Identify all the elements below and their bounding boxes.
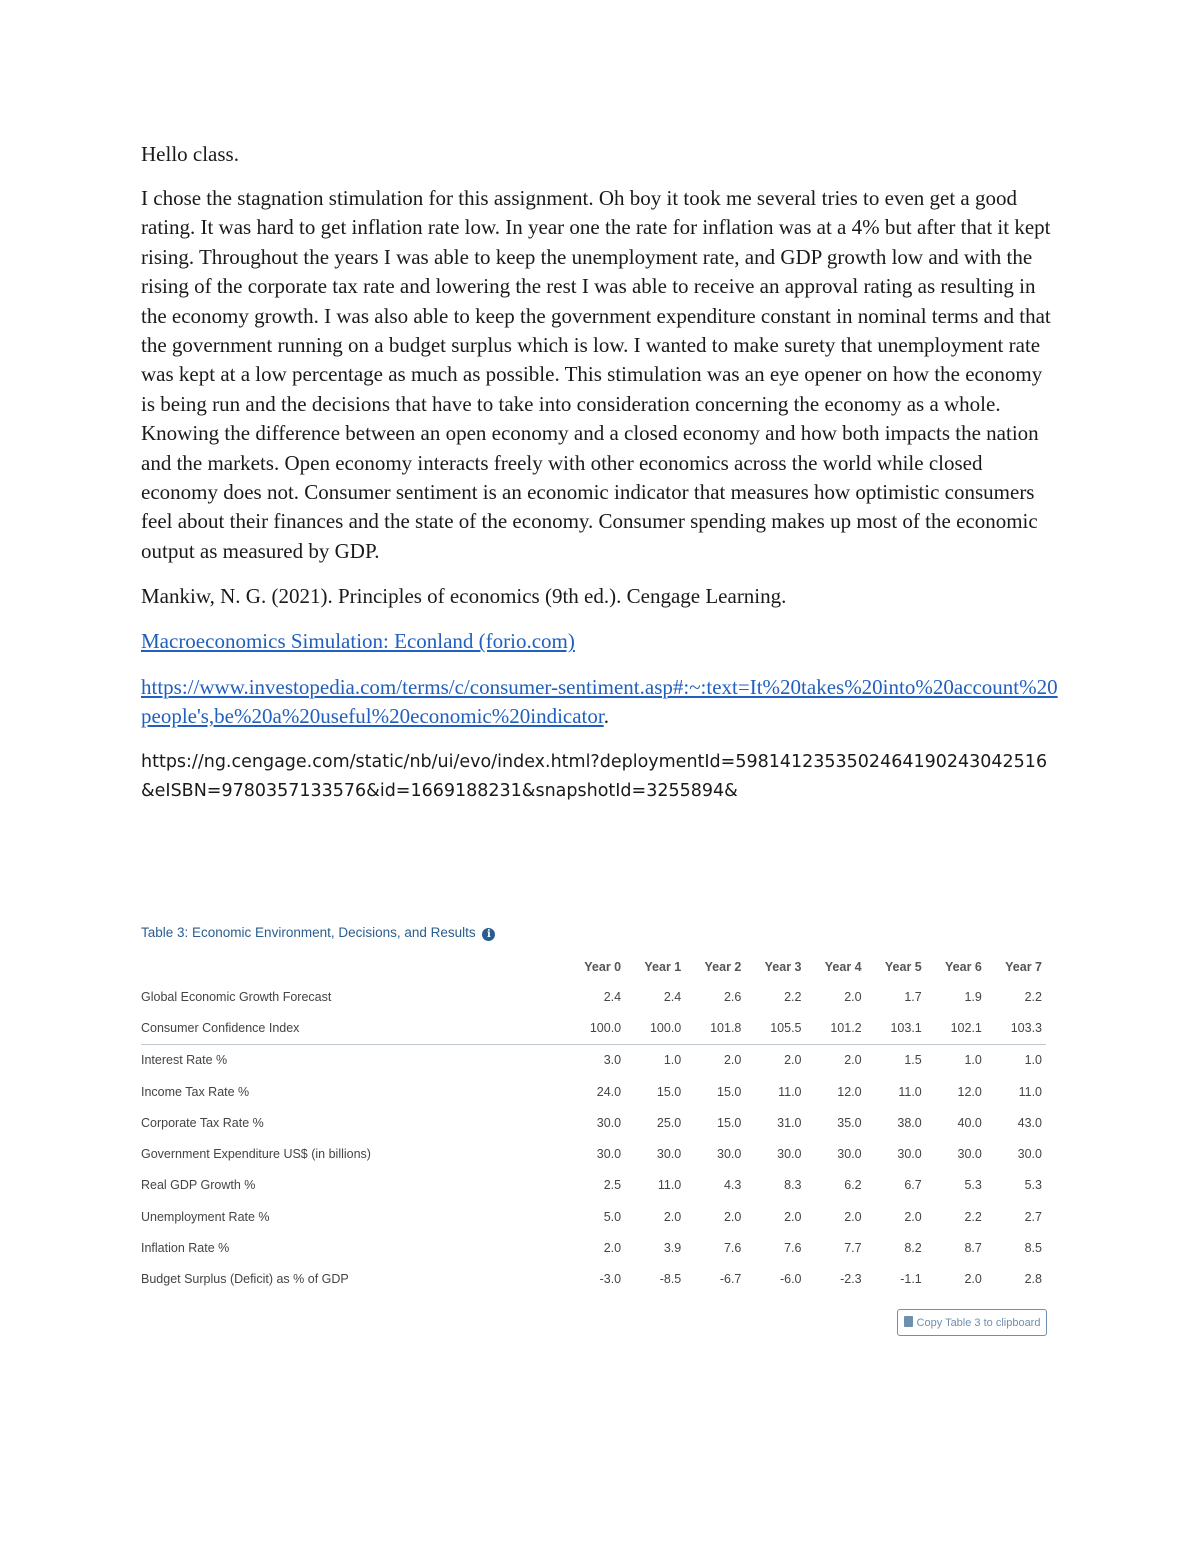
- table-cell: 30.0: [777, 1147, 802, 1162]
- row-label: Inflation Rate %: [141, 1241, 230, 1256]
- table-cell: -8.5: [659, 1272, 682, 1287]
- info-circle-icon[interactable]: i: [482, 928, 495, 941]
- table-cell: 38.0: [897, 1115, 922, 1130]
- table-cell: 2.0: [663, 1209, 682, 1224]
- copy-button-label: Copy Table 3 to clipboard: [916, 1317, 1041, 1329]
- table-cell: 2.0: [723, 1053, 742, 1068]
- table-cell: 6.2: [844, 1178, 862, 1193]
- row-label: Consumer Confidence Index: [141, 1012, 565, 1044]
- investopedia-link-paragraph: [141, 673, 1061, 732]
- table-cell: -2.3: [840, 1272, 862, 1287]
- table-cell: 2.5: [603, 1178, 622, 1193]
- header-cell: [141, 953, 565, 981]
- table-cell: 7.6: [784, 1241, 802, 1256]
- table-cell: 2.0: [844, 1053, 862, 1068]
- table-cell: 2.0: [784, 1209, 802, 1224]
- table-cell: 103.1: [866, 1012, 926, 1044]
- header-cell: Year 4: [824, 960, 862, 974]
- table-cell: -6.0: [779, 1272, 802, 1287]
- table-cell: 1.9: [964, 989, 982, 1004]
- header-cell: Year 2: [704, 960, 742, 974]
- row-label: Budget Surplus (Deficit) as % of GDP: [141, 1272, 349, 1287]
- document-text: [141, 140, 1061, 806]
- row-label: Income Tax Rate %: [141, 1084, 250, 1099]
- table-cell: 2.0: [844, 1209, 862, 1224]
- table-cell: 3.0: [603, 1053, 622, 1068]
- table-row: [141, 1232, 1046, 1263]
- row-label: Unemployment Rate %: [141, 1209, 270, 1224]
- table-cell: 3.9: [663, 1241, 682, 1256]
- table-cell: 101.2: [806, 1012, 866, 1044]
- clipboard-icon: [904, 1316, 913, 1327]
- table-cell: 30.0: [596, 1147, 622, 1162]
- table-cell: 8.7: [964, 1241, 982, 1256]
- table-cell: 5.3: [1024, 1178, 1042, 1193]
- table-cell: 30.0: [957, 1147, 982, 1162]
- table-cell: 2.0: [904, 1209, 922, 1224]
- table-cell: 1.0: [663, 1053, 682, 1068]
- table-cell: 100.0: [625, 1012, 685, 1044]
- table-cell: 2.0: [844, 989, 862, 1004]
- table-cell: 7.6: [723, 1241, 742, 1256]
- table-cell: 2.8: [1024, 1272, 1042, 1287]
- header-cell: Year 1: [644, 960, 682, 974]
- table-cell: 30.0: [897, 1147, 922, 1162]
- table-cell: 2.0: [723, 1209, 742, 1224]
- table-cell: 30.0: [717, 1147, 742, 1162]
- header-cell: Year 6: [945, 960, 982, 974]
- table-row: [141, 1201, 1046, 1232]
- table-cell: -1.1: [900, 1272, 922, 1287]
- table-cell: -6.7: [719, 1272, 742, 1287]
- table-cell: 2.2: [784, 989, 802, 1004]
- table-cell: 25.0: [656, 1115, 682, 1130]
- table-cell: 15.0: [656, 1084, 682, 1099]
- table-cell: 1.5: [904, 1053, 922, 1068]
- table-cell: 12.0: [837, 1084, 862, 1099]
- table-cell: 8.5: [1024, 1241, 1042, 1256]
- header-cell: Year 0: [584, 960, 622, 974]
- table-row: [141, 981, 1046, 1012]
- row-label: Global Economic Growth Forecast: [141, 989, 332, 1004]
- table-cell: 8.3: [784, 1178, 802, 1193]
- table-cell: 12.0: [957, 1084, 982, 1099]
- row-label: Government Expenditure US$ (in billions): [141, 1147, 371, 1162]
- table-body: [141, 981, 1046, 1295]
- table-row: [141, 1012, 1046, 1044]
- table-cell: 2.7: [1024, 1209, 1042, 1224]
- row-label: Corporate Tax Rate %: [141, 1115, 264, 1130]
- table-cell: 2.2: [964, 1209, 982, 1224]
- table-row: [141, 1138, 1046, 1169]
- table-cell: 11.0: [778, 1084, 802, 1099]
- table-cell: 1.0: [964, 1053, 982, 1068]
- table-cell: 31.0: [777, 1115, 802, 1130]
- row-label: Interest Rate %: [141, 1053, 228, 1068]
- row-label: Real GDP Growth %: [141, 1178, 256, 1193]
- table-row: [141, 1170, 1046, 1201]
- body-paragraph: I chose the stagnation stimulation for this assignment. Oh boy it took me several tries to even get a good rating. It was hard to get inflation rate low. In year one the rate for inflation was at a 4% but after that it kept rising. Throughout the years I was able to keep the unemployment rate, and GDP growth low and with the rising of the corporate tax rate and lowering the rest I was able to receive an approval rating as resulting in the economy growth. I was also able to keep the government expenditure constant in nominal terms and that the government running on a budget surplus which is low. I wanted to make surety that unemployment rate was kept at a low percentage as much as possible. This stimulation was an eye opener on how the economy is being run and the decisions that have to take into consideration concerning the economy as a whole. Knowing the difference between an open economy and a closed economy and how both impacts the nation and the markets. Open economy interacts freely with other economics across the world while closed economy does not. Consumer sentiment is an economic indicator that measures how optimistic consumers feel about their finances and the state of the economy. Consumer spending makes up most of the economic output as measured by GDP.: [141, 186, 1051, 563]
- header-cell: Year 3: [764, 960, 802, 974]
- table-cell: 11.0: [1018, 1084, 1042, 1099]
- table-cell: 2.0: [964, 1272, 982, 1287]
- forio-link[interactable]: Macroeconomics Simulation: Econland (forio.com): [141, 629, 575, 654]
- results-table-screenshot: [141, 915, 1051, 1345]
- table-cell: 102.1: [926, 1012, 986, 1044]
- table-cell: 35.0: [837, 1115, 862, 1130]
- reference-citation: Mankiw, N. G. (2021). Principles of economics (9th ed.). Cengage Learning.: [141, 584, 787, 609]
- table-cell: 101.8: [685, 1012, 745, 1044]
- table-cell: 105.5: [745, 1012, 805, 1044]
- table-cell: 43.0: [1017, 1115, 1042, 1130]
- table-cell: 11.0: [657, 1178, 682, 1193]
- table-cell: 30.0: [656, 1147, 682, 1162]
- table-row: [141, 1264, 1046, 1295]
- table-cell: 15.0: [717, 1115, 742, 1130]
- table-row: [141, 1044, 1046, 1076]
- copy-table-button[interactable]: [897, 1309, 1047, 1336]
- table-cell: 30.0: [837, 1147, 862, 1162]
- table-cell: 2.6: [723, 989, 742, 1004]
- table-cell: 11.0: [898, 1084, 922, 1099]
- table-cell: 2.0: [784, 1053, 802, 1068]
- header-cell: Year 7: [1005, 960, 1042, 974]
- greeting: Hello class.: [141, 142, 239, 166]
- table-cell: 5.0: [603, 1209, 622, 1224]
- table-cell: 24.0: [596, 1084, 622, 1099]
- table-row: [141, 1076, 1046, 1107]
- results-table: [141, 953, 1046, 1295]
- table-cell: 40.0: [957, 1115, 982, 1130]
- table-cell: 1.7: [904, 989, 922, 1004]
- forio-link-paragraph: [141, 627, 1061, 657]
- link-period: .: [603, 704, 609, 729]
- table-header-row: [141, 953, 1046, 981]
- table-cell: 4.3: [723, 1178, 742, 1193]
- table-cell: -3.0: [599, 1272, 622, 1287]
- table-cell: 2.4: [663, 989, 682, 1004]
- table-cell: 2.0: [603, 1241, 622, 1256]
- table-cell: 100.0: [565, 1012, 625, 1044]
- table-title: [141, 925, 495, 941]
- table-cell: 30.0: [596, 1115, 622, 1130]
- table-cell: 2.4: [603, 989, 622, 1004]
- header-cell: Year 5: [884, 960, 922, 974]
- table-row: [141, 1107, 1046, 1138]
- investopedia-link[interactable]: https://www.investopedia.com/terms/c/consumer-sentiment.asp#:~:text=It%20takes%20into%20account%20people's,be%20a%20useful%20economic%20indicator: [141, 674, 1058, 729]
- table-title-text: Table 3: Economic Environment, Decisions, and Results: [141, 925, 476, 940]
- table-cell: 8.2: [904, 1241, 922, 1256]
- table-cell: 103.3: [986, 1012, 1046, 1044]
- table-cell: 7.7: [844, 1241, 862, 1256]
- table-cell: 30.0: [1017, 1147, 1042, 1162]
- table-cell: 6.7: [904, 1178, 922, 1193]
- table-cell: 2.2: [1024, 989, 1042, 1004]
- table-cell: 5.3: [964, 1178, 982, 1193]
- table-cell: 15.0: [717, 1084, 742, 1099]
- cengage-url: https://ng.cengage.com/static/nb/ui/evo/index.html?deploymentId=5981412353502464190243042516&eISBN=9780357133576&id=1669188231&snapshotId=3255894&: [141, 751, 1048, 801]
- table-cell: 1.0: [1024, 1053, 1042, 1068]
